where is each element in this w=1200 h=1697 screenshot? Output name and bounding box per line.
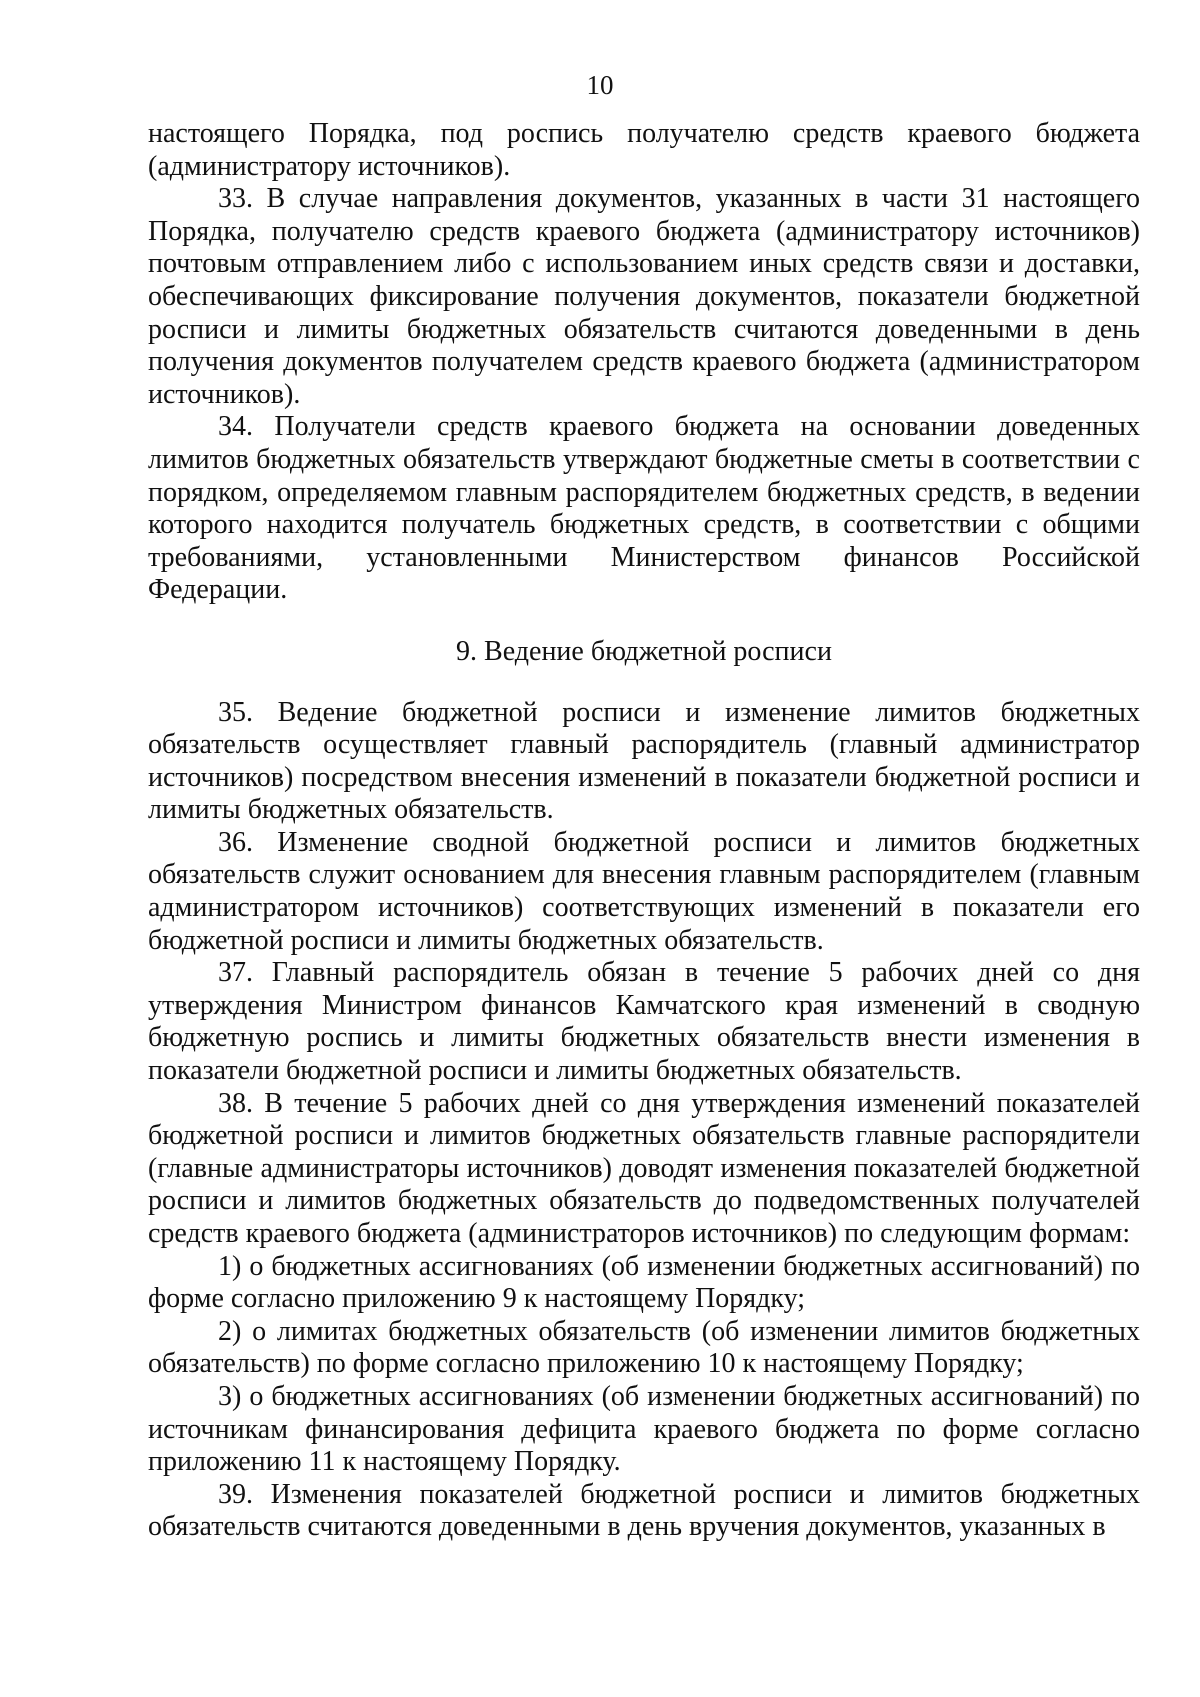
page-number: 10 [586, 70, 614, 100]
document-body [148, 118, 1140, 1544]
list-item-2: 2) о лимитах бюджетных обязательств (об изменении лимитов бюджетных обязательств) по форме согласно приложению 10 к настоящему Порядку; [148, 1315, 1140, 1380]
paragraph-33: 33. В случае направления документов, указанных в части 31 настоящего Порядка, получателю средств краевого бюджета (администратору источников) почтовым отправлением либо с использованием иных средств связи и доставки, обеспечивающих фиксирование получения документов, показатели бюджетной росписи и лимиты бюджетных обязательств считаются доведенными в день получения документов получателем средств краевого бюджета (администратором источников). [148, 183, 1140, 410]
list-item-3: 3) о бюджетных ассигнованиях (об изменении бюджетных ассигнований) по источникам финансирования дефицита краевого бюджета по форме согласно приложению 11 к настоящему Порядку. [148, 1380, 1140, 1478]
paragraph-35: 35. Ведение бюджетной росписи и изменение лимитов бюджетных обязательств осуществляет главный распорядитель (главный администратор источников) посредством внесения изменений в показатели бюджетной росписи и лимиты бюджетных обязательств. [148, 696, 1140, 826]
section-heading: 9. Ведение бюджетной росписи [456, 635, 832, 667]
paragraph-34: 34. Получатели средств краевого бюджета на основании доведенных лимитов бюджетных обязательств утверждают бюджетные сметы в соответствии с порядком, определяемом главным распорядителем бюджетных средств, в ведении которого находится получатель бюджетных средств, в соответствии с общими требованиями, установленными Министерством финансов Российской Федерации. [148, 411, 1140, 606]
paragraph-36: 36. Изменение сводной бюджетной росписи и лимитов бюджетных обязательств служит основанием для внесения главным распорядителем (главным администратором источников) соответствующих изменений в показатели его бюджетной росписи и лимиты бюджетных обязательств. [148, 826, 1140, 956]
paragraph-continuation: настоящего Порядка, под роспись получателю средств краевого бюджета (администратору источников). [148, 118, 1140, 182]
paragraph-39: 39. Изменения показателей бюджетной росписи и лимитов бюджетных обязательств считаются доведенными в день вручения документов, указанных в [148, 1478, 1140, 1543]
paragraph-37: 37. Главный распорядитель обязан в течение 5 рабочих дней со дня утверждения Министром финансов Камчатского края изменений в сводную бюджетную роспись и лимиты бюджетных обязательств внести изменения в показатели бюджетной росписи и лимиты бюджетных обязательств. [148, 957, 1140, 1087]
list-item-1: 1) о бюджетных ассигнованиях (об изменении бюджетных ассигнований) по форме согласно приложению 9 к настоящему Порядку; [148, 1250, 1140, 1315]
paragraph-38: 38. В течение 5 рабочих дней со дня утверждения изменений показателей бюджетной росписи и лимитов бюджетных обязательств главные распорядители (главные администраторы источников) доводят изменения показателей бюджетной росписи и лимитов бюджетных обязательств до подведомственных получателей средств краевого бюджета (администраторов источников) по следующим формам: [148, 1087, 1140, 1249]
